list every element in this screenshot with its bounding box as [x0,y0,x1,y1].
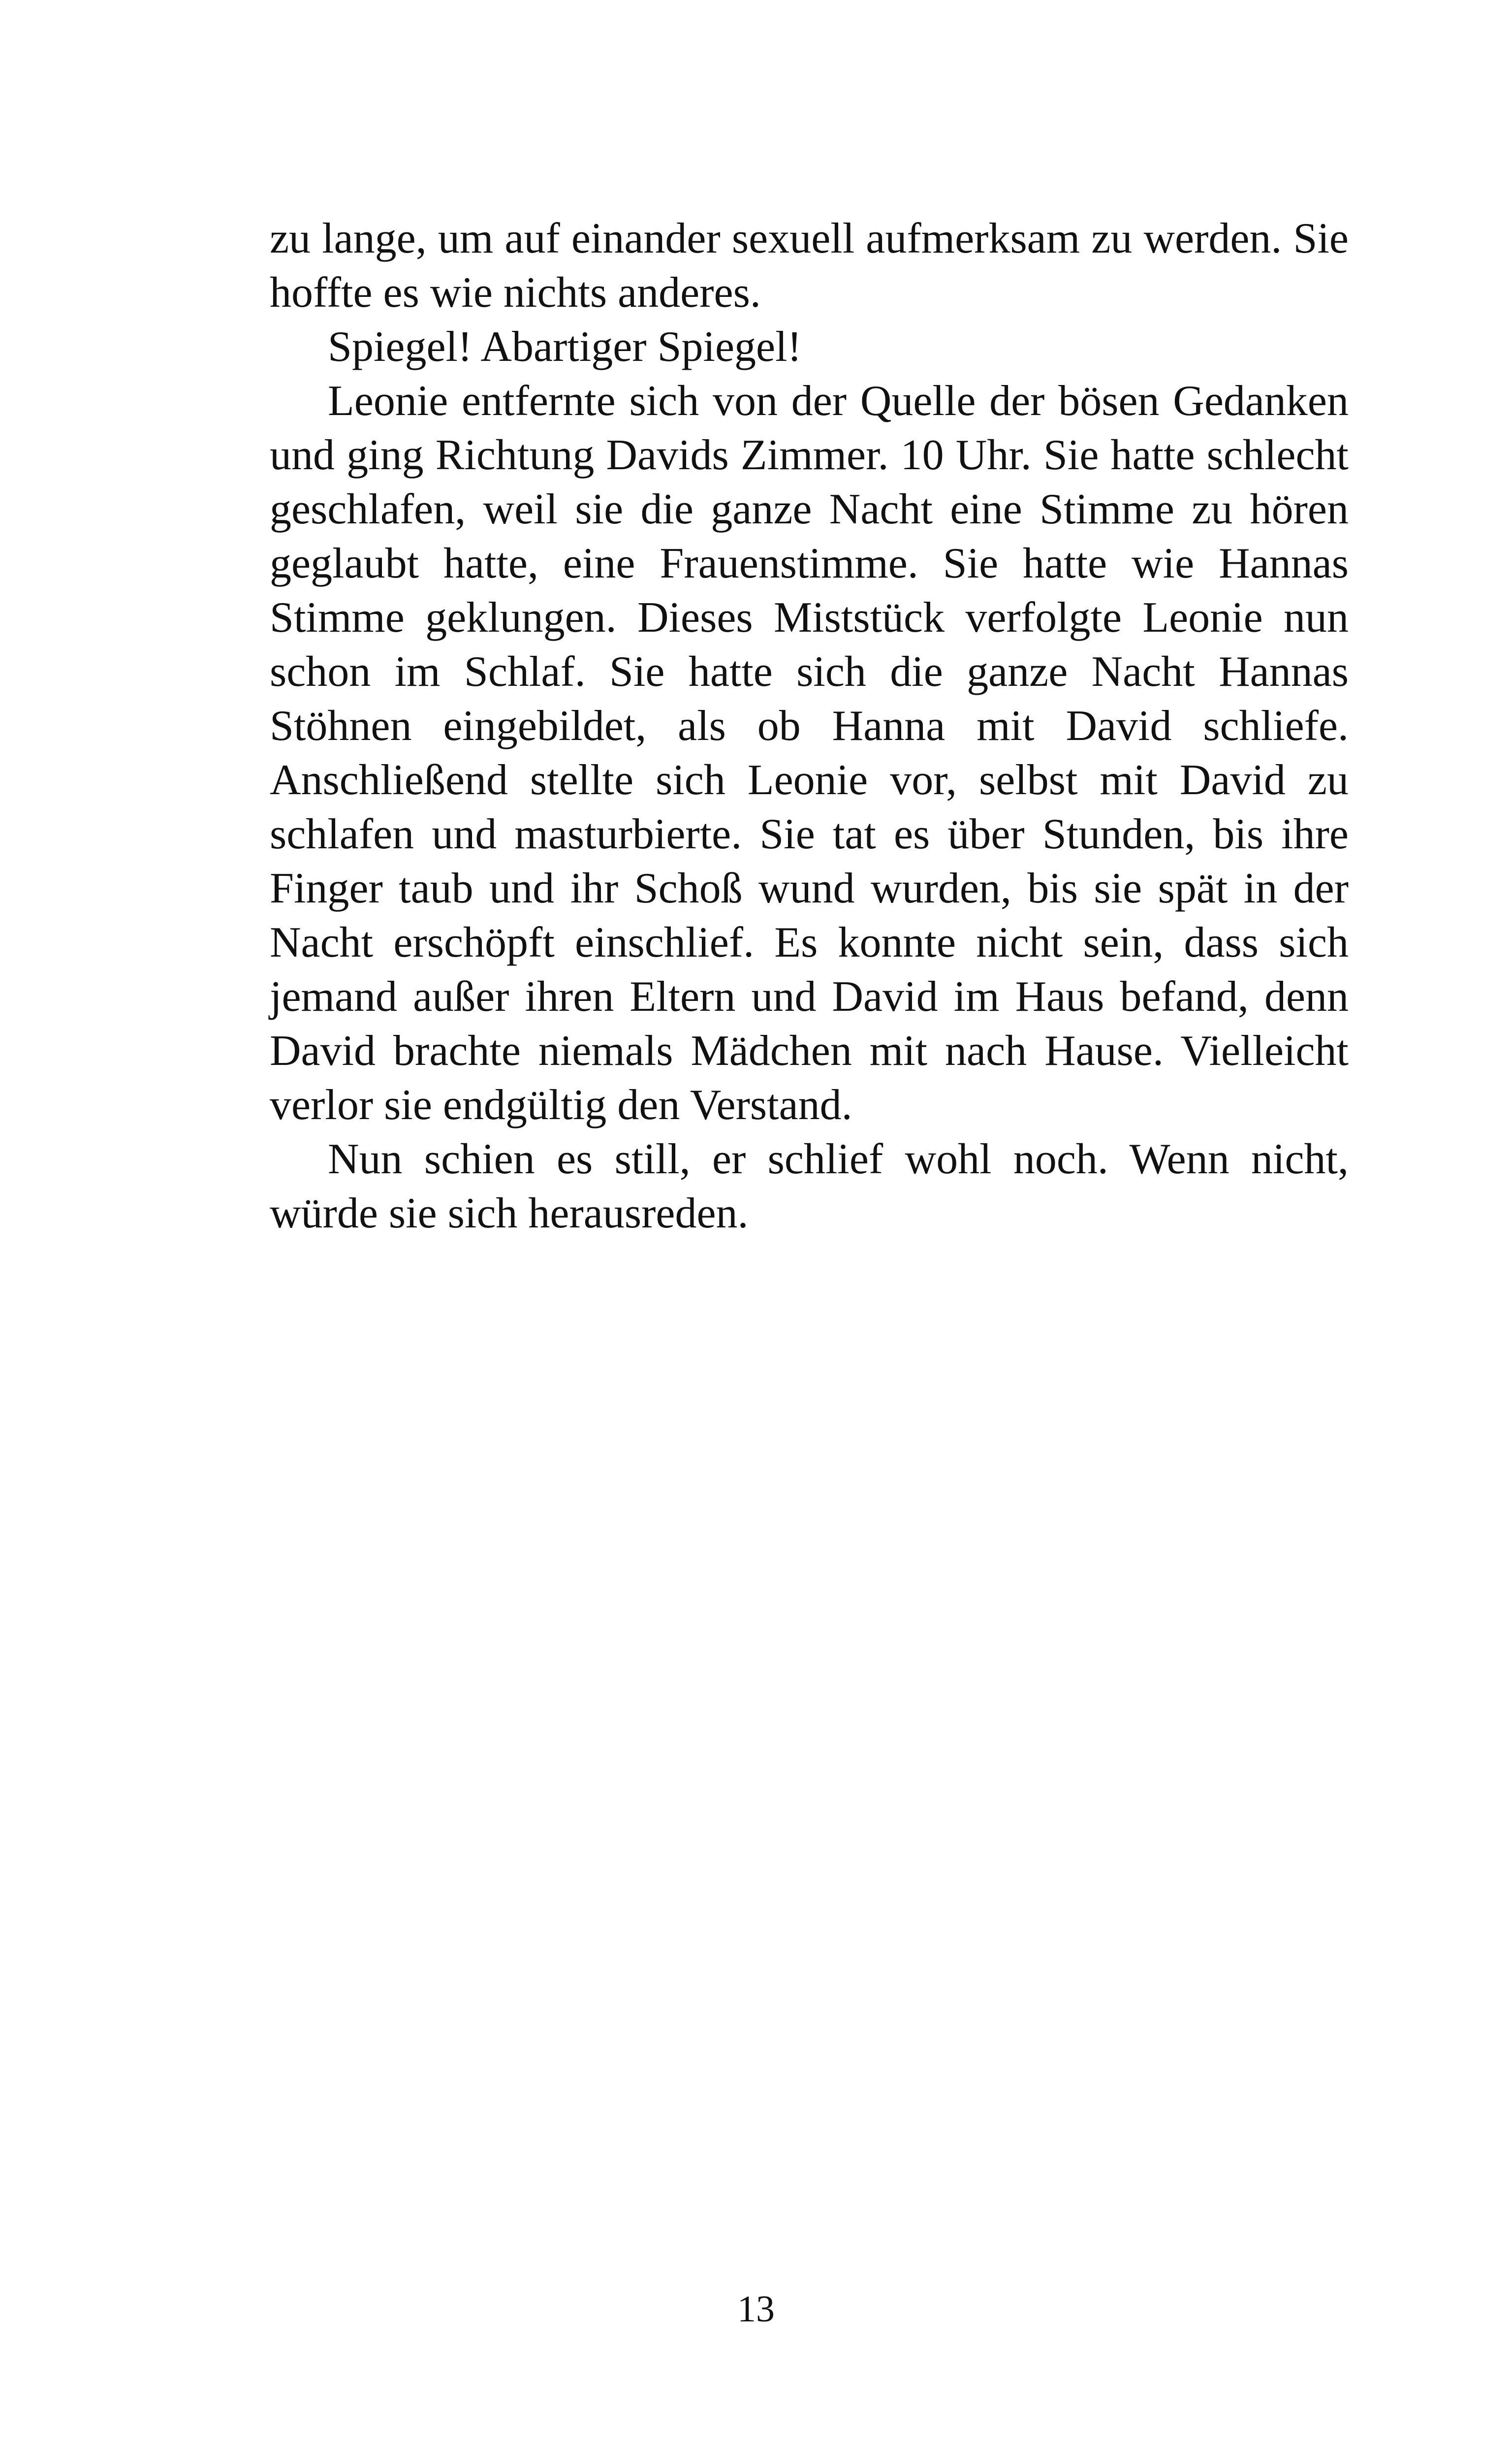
paragraph-main: Leonie entfernte sich von der Quelle der bösen Gedanken und ging Richtung Davids Zimmer. 10 Uhr. Sie hatte schlecht geschlafen, weil sie die ganze Nacht eine Stimme zu hören geglaubt hatte, eine Frauenstimme. Sie hatte wie Hannas Stimme geklungen. Dieses Miststück verfolgte Leonie nun schon im Schlaf. Sie hatte sich die ganze Nacht Hannas Stöhnen eingebildet, als ob Hanna mit David schliefe. Anschließend stellte sich Leonie vor, selbst mit David zu schlafen und masturbierte. Sie tat es über Stunden, bis ihre Finger taub und ihr Schoß wund wurden, bis sie spät in der Nacht erschöpft einschlief. Es konnte nicht sein, dass sich jemand außer ihren Eltern und David im Haus befand, denn David brachte niemals Mädchen mit nach Hause. Vielleicht verlor sie endgültig den Verstand. [270,377,1349,1129]
paragraph-final: Nun schien es still, er schlief wohl noch. Wenn nicht, würde sie sich herausreden. [270,1135,1349,1237]
paragraph-continuation: zu lange, um auf einander sexuell aufmerksam zu werden. Sie hoffte es wie nichts anderes. [270,215,1349,317]
paragraph-exclamation: Spiegel! Abartiger Spiegel! [328,323,802,371]
page-number: 13 [737,2288,775,2330]
body-text [270,212,1349,1241]
